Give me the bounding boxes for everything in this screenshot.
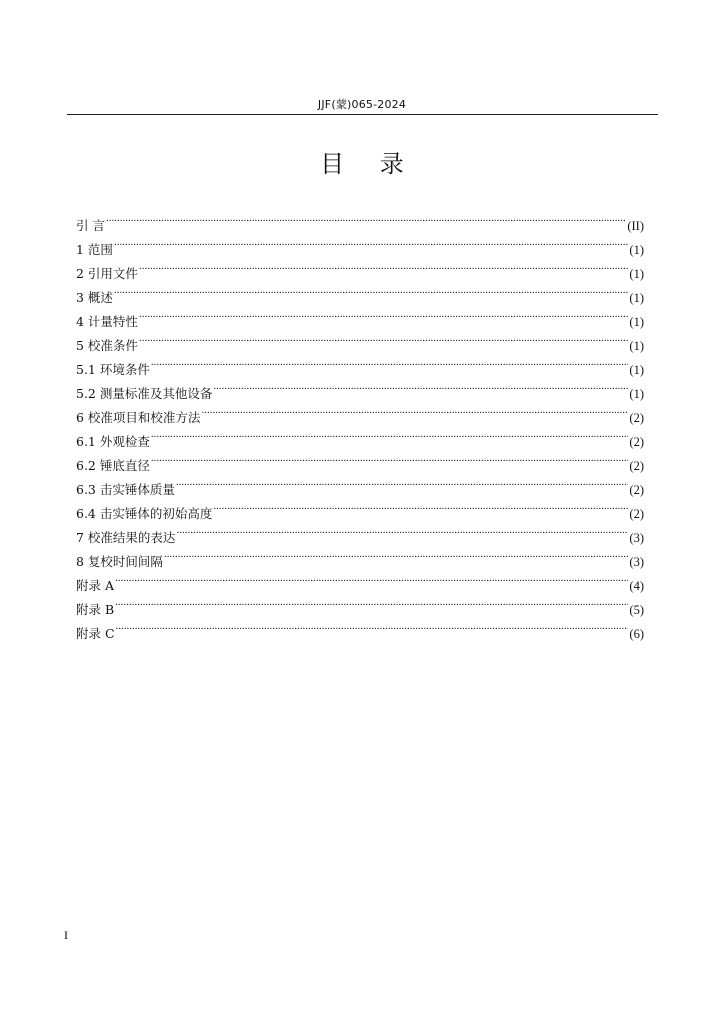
toc-entry-label: 引 言: [76, 218, 105, 233]
toc-leader-dots: [151, 422, 629, 446]
toc-entry[interactable]: [76, 230, 644, 257]
toc-entry-label: 6.2 锤底直径: [76, 458, 150, 473]
toc-entry-label: 1 范围: [76, 242, 113, 257]
toc-entry-label: 附录 B: [76, 602, 115, 617]
toc-leader-dots: [213, 494, 628, 518]
toc-entry[interactable]: [76, 326, 644, 353]
toc-leader-dots: [114, 278, 628, 302]
toc-entry[interactable]: [76, 422, 644, 449]
toc-entry-page: (2): [629, 507, 644, 521]
toc-entry-label: 附录 C: [76, 626, 115, 641]
toc-entry[interactable]: [76, 614, 644, 641]
toc-entry-label: 附录 A: [76, 578, 115, 593]
toc-leader-dots: [139, 254, 628, 278]
toc-leader-dots: [114, 230, 628, 254]
toc-entry-page: (3): [629, 531, 644, 545]
toc-entry-page: (3): [629, 555, 644, 569]
page-number: I: [64, 928, 68, 942]
toc-entry[interactable]: [76, 374, 644, 401]
toc-entry[interactable]: [76, 206, 644, 233]
toc-entry-label: 4 计量特性: [76, 314, 138, 329]
toc-entry-page: (1): [629, 243, 644, 257]
toc-leader-dots: [201, 398, 628, 422]
toc-leader-dots: [176, 518, 628, 542]
toc-entry[interactable]: [76, 350, 644, 377]
toc-entry-page: (1): [629, 315, 644, 329]
toc-leader-dots: [115, 566, 628, 590]
toc-entry-page: (2): [629, 459, 644, 473]
toc-entry-label: 6.1 外观检查: [76, 434, 150, 449]
toc-leader-dots: [106, 206, 626, 230]
toc-entry-page: (1): [629, 363, 644, 377]
toc-entry-label: 5.2 测量标准及其他设备: [76, 386, 213, 401]
toc-leader-dots: [213, 374, 628, 398]
toc-entry-page: (1): [629, 291, 644, 305]
toc-entry-page: (6): [629, 627, 644, 641]
toc-entry[interactable]: [76, 566, 644, 593]
toc-entry[interactable]: [76, 254, 644, 281]
toc-entry[interactable]: [76, 302, 644, 329]
toc-entry-page: (4): [629, 579, 644, 593]
toc-entry-label: 2 引用文件: [76, 266, 138, 281]
toc-entry-page: (1): [629, 387, 644, 401]
toc-entry-label: 6.4 击实锤体的初始高度: [76, 506, 213, 521]
toc-entry-label: 3 概述: [76, 290, 113, 305]
toc-entry-label: 6 校准项目和校准方法: [76, 410, 201, 425]
toc-leader-dots: [139, 302, 628, 326]
toc-entry[interactable]: [76, 470, 644, 497]
toc-entry-page: (2): [629, 435, 644, 449]
toc-entry-page: (2): [629, 411, 644, 425]
toc-entry-page: (1): [629, 339, 644, 353]
toc-entry-label: 7 校准结果的表达: [76, 530, 176, 545]
toc-entry-page: (1): [629, 267, 644, 281]
toc-entry-label: 5.1 环境条件: [76, 362, 150, 377]
toc-entry-label: 6.3 击实锤体质量: [76, 482, 175, 497]
document-code-header: JJF(蒙)065-2024: [317, 98, 407, 111]
toc-leader-dots: [176, 470, 629, 494]
toc-leader-dots: [139, 326, 628, 350]
toc-entry[interactable]: [76, 590, 644, 617]
toc-entry-page: (5): [629, 603, 644, 617]
table-of-contents: [76, 206, 644, 641]
header-divider: [67, 114, 658, 115]
toc-leader-dots: [164, 542, 628, 566]
toc-entry-label: 8 复校时间间隔: [76, 554, 163, 569]
toc-leader-dots: [151, 350, 629, 374]
toc-entry[interactable]: [76, 446, 644, 473]
toc-entry-page: (2): [629, 483, 644, 497]
page-title: 目 录: [320, 150, 418, 178]
toc-entry-page: (II): [627, 219, 644, 233]
toc-leader-dots: [151, 446, 629, 470]
toc-leader-dots: [115, 590, 628, 614]
toc-entry[interactable]: [76, 278, 644, 305]
toc-leader-dots: [116, 614, 629, 638]
toc-entry-label: 5 校准条件: [76, 338, 138, 353]
